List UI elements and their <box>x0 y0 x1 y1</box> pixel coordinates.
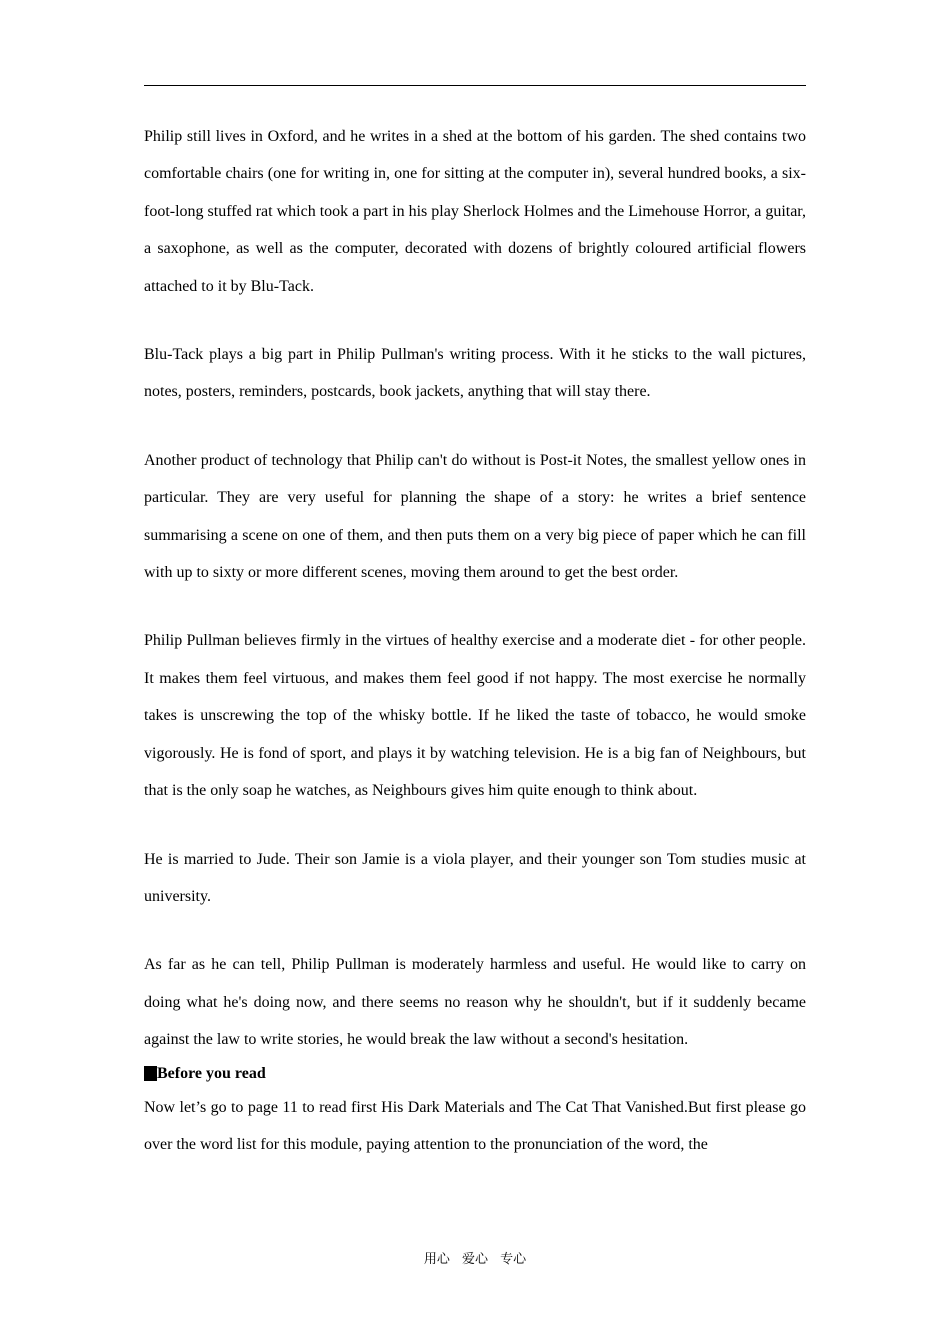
black-square-icon <box>144 1066 157 1081</box>
paragraph-exercise: Philip Pullman believes firmly in the virtues of healthy exercise and a moderate diet - for other people. It makes them feel virtuous, and makes them feel good if not happy. The most exercise he normally takes is unscrewing the top of the whisky bottle. If he liked the taste of tobacco, he would smoke vigorously. He is fond of sport, and plays it by watching television. He is a big fan of Neighbours, but that is the only soap he watches, as Neighbours gives him quite enough to think about. <box>144 632 806 800</box>
section-heading-text: Before you read <box>157 1064 266 1082</box>
paragraph-post-it: Another product of technology that Philip can't do without is Post-it Notes, the smallest yellow ones in particular. They are very useful for planning the shape of a story: he writes a brief sentence summarising a scene on one of them, and then puts them on a very big piece of paper which he can fill with up to sixty or more different scenes, moving them around to get the best order. <box>144 451 806 582</box>
paragraph-blu-tack: Blu-Tack plays a big part in Philip Pullman's writing process. With it he sticks to the wall pictures, notes, posters, reminders, postcards, book jackets, anything that will stay there. <box>144 346 806 401</box>
paragraph-family: He is married to Jude. Their son Jamie is a viola player, and their younger son Tom studies music at university. <box>144 850 806 905</box>
section-heading <box>144 1059 806 1089</box>
section-paragraph: Now let’s go to page 11 to read first His Dark Materials and The Cat That Vanished.But first please go over the word list for this module, paying attention to the pronunciation of the word, the <box>144 1098 806 1153</box>
header-divider <box>144 85 806 86</box>
page-footer: 用心 爱心 专心 <box>423 1252 527 1267</box>
document-body <box>144 118 806 1163</box>
paragraph-harmless: As far as he can tell, Philip Pullman is moderately harmless and useful. He would like to carry on doing what he's doing now, and there seems no reason why he shouldn't, but if it suddenly became against the law to write stories, he would break the law without a second's hesitation. <box>144 956 806 1049</box>
paragraph-shed: Philip still lives in Oxford, and he writes in a shed at the bottom of his garden. The shed contains two comfortable chairs (one for writing in, one for sitting at the computer in), several hundred books, a six-foot-long stuffed rat which took a part in his play Sherlock Holmes and the Limehouse Horror, a guitar, a saxophone, as well as the computer, decorated with dozens of brightly coloured artificial flowers attached to it by Blu-Tack. <box>144 128 806 295</box>
